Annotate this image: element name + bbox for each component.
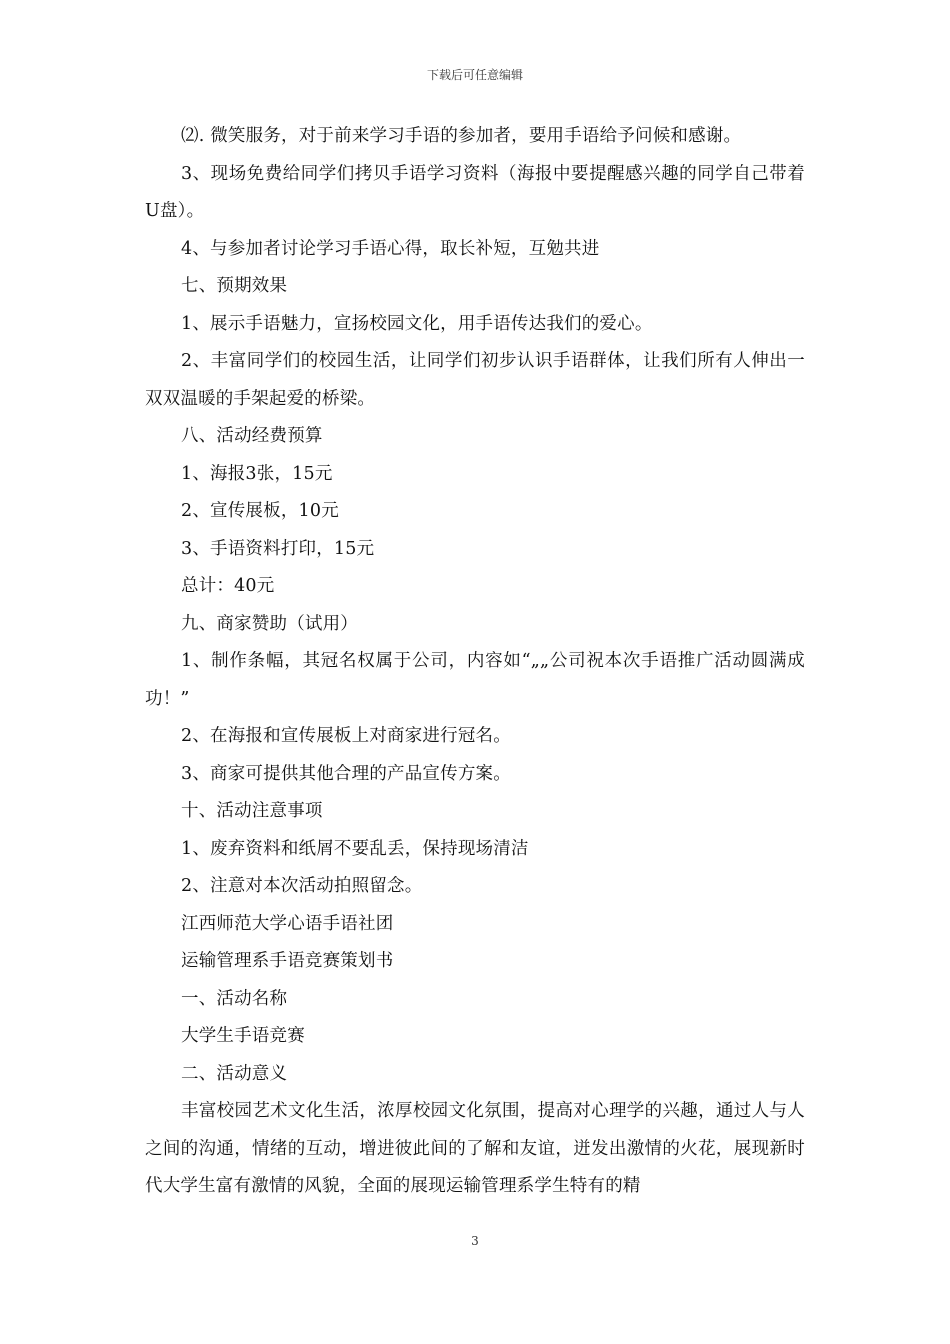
paragraph: 3、现场免费给同学们拷贝手语学习资料（海报中要提醒感兴趣的同学自己带着U盘）。 (145, 163, 805, 221)
document-body (145, 118, 805, 1206)
paragraph: 2、宣传展板，10元 (181, 501, 339, 521)
paragraph: 1、废弃资料和纸屑不要乱丢，保持现场清洁 (181, 838, 529, 859)
paragraph: 2、注意对本次活动拍照留念。 (181, 876, 423, 896)
section-heading: 一、活动名称 (181, 988, 288, 1009)
section-heading: 九、商家赞助（试用） (181, 613, 358, 634)
paragraph: 4、与参加者讨论学习手语心得，取长补短，互勉共进 (181, 238, 600, 259)
section-heading: 十、活动注意事项 (181, 801, 323, 821)
paragraph: 1、展示手语魅力，宣扬校园文化，用手语传达我们的爱心。 (181, 313, 653, 334)
section-heading: 二、活动意义 (181, 1063, 288, 1084)
section-heading: 八、活动经费预算 (181, 426, 323, 446)
organization-name: 江西师范大学心语手语社团 (181, 913, 394, 934)
paragraph: 1、制作条幅，其冠名权属于公司，内容如“„„公司祝本次手语推广活动圆满成功！” (145, 651, 805, 709)
paragraph: 2、在海报和宣传展板上对商家进行冠名。 (181, 726, 511, 746)
paragraph: 大学生手语竞赛 (181, 1026, 305, 1046)
page-header: 下载后可任意编辑 (426, 68, 523, 82)
paragraph: 丰富校园艺术文化生活，浓厚校园文化氛围，提高对心理学的兴趣，通过人与人之间的沟通，情绪的互动，增进彼此间的了解和友谊，迸发出激情的火花，展现新时代大学生富有激情的风貌，全面的展现运输管理系学生特有的精 (145, 1101, 805, 1196)
paragraph: 3、手语资料打印，15元 (181, 538, 375, 559)
paragraph: 2、丰富同学们的校园生活，让同学们初步认识手语群体，让我们所有人伸出一双双温暖的手架起爱的桥梁。 (145, 351, 805, 409)
document-title: 运输管理系手语竞赛策划书 (181, 951, 394, 971)
paragraph: ⑵. 微笑服务，对于前来学习手语的参加者，要用手语给予问候和感谢。 (181, 126, 742, 146)
paragraph: 1、海报3张，15元 (181, 463, 333, 484)
page-number: 3 (471, 1234, 479, 1248)
section-heading: 七、预期效果 (181, 276, 288, 296)
paragraph: 总计：40元 (181, 576, 275, 596)
paragraph: 3、商家可提供其他合理的产品宣传方案。 (181, 763, 511, 784)
